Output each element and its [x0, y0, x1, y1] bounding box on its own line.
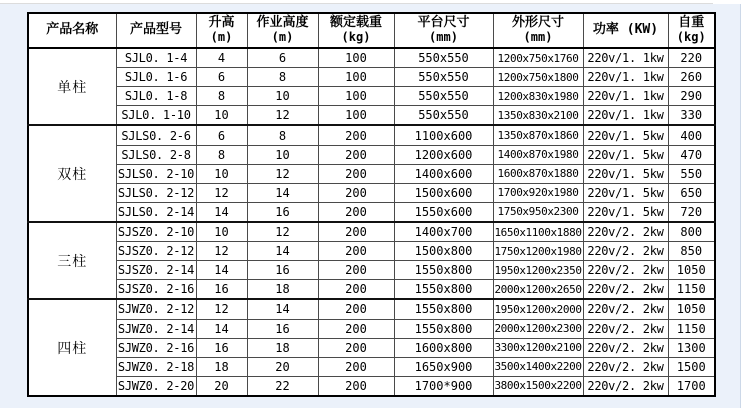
platform-size-cell: 1500x800 [394, 242, 493, 261]
working-height-cell: 16 [247, 202, 318, 222]
platform-size-cell: 1100x600 [394, 125, 493, 145]
header-title: 平台尺寸 [417, 15, 470, 31]
header-unit: (kg) [676, 30, 706, 45]
table-row [28, 125, 715, 145]
model-cell: SJLS0. 2-10 [116, 164, 196, 183]
lift-height-cell: 6 [196, 125, 247, 145]
header-cell-lift-height [196, 13, 247, 48]
lift-height-cell: 18 [196, 357, 247, 376]
table-row [28, 261, 715, 280]
platform-size-cell: 1400x600 [394, 164, 493, 183]
overall-size-cell: 1350x830x2100 [493, 106, 583, 126]
overall-size-cell: 2000x1200x2650 [493, 280, 583, 300]
right-edge-divider [740, 4, 741, 408]
header-row [28, 13, 715, 48]
model-cell: SJWZ0. 2-20 [116, 376, 196, 396]
working-height-cell: 14 [247, 242, 318, 261]
table-row [28, 87, 715, 106]
platform-size-cell: 1500x600 [394, 183, 493, 202]
model-cell: SJL0. 1-4 [116, 48, 196, 68]
platform-size-cell: 550x550 [394, 106, 493, 126]
overall-size-cell: 1700x920x1980 [493, 183, 583, 202]
table-row [28, 68, 715, 87]
lift-height-cell: 10 [196, 222, 247, 242]
working-height-cell: 8 [247, 68, 318, 87]
rated-load-cell: 200 [318, 242, 394, 261]
overall-size-cell: 1650x1100x1880 [493, 222, 583, 242]
platform-size-cell: 1550x800 [394, 280, 493, 300]
overall-size-cell: 3300x1200x2100 [493, 338, 583, 357]
lift-height-cell: 4 [196, 48, 247, 68]
power-cell: 220v/1. 5kw [583, 202, 668, 222]
rated-load-cell: 200 [318, 164, 394, 183]
power-cell: 220v/2. 2kw [583, 261, 668, 280]
rated-load-cell: 200 [318, 338, 394, 357]
group-label-cell: 单柱 [28, 48, 116, 125]
table-row [28, 164, 715, 183]
lift-height-cell: 16 [196, 338, 247, 357]
lift-height-cell: 16 [196, 280, 247, 300]
header-cell-rated-load [318, 13, 394, 48]
power-cell: 220v/1. 5kw [583, 125, 668, 145]
rated-load-cell: 200 [318, 222, 394, 242]
self-weight-cell: 1700 [668, 376, 715, 396]
overall-size-cell: 1750x950x2300 [493, 202, 583, 222]
header-unit: (mm) [429, 30, 458, 45]
lift-height-cell: 10 [196, 106, 247, 126]
self-weight-cell: 400 [668, 125, 715, 145]
model-cell: SJWZ0. 2-16 [116, 338, 196, 357]
header-cell-product-model [116, 13, 196, 48]
power-cell: 220v/2. 2kw [583, 222, 668, 242]
overall-size-cell: 1350x870x1860 [493, 125, 583, 145]
working-height-cell: 16 [247, 261, 318, 280]
table-row [28, 280, 715, 300]
rated-load-cell: 200 [318, 261, 394, 280]
working-height-cell: 10 [247, 87, 318, 106]
header-title: 自重 [678, 15, 705, 31]
lift-height-cell: 8 [196, 145, 247, 164]
model-cell: SJWZ0. 2-12 [116, 299, 196, 319]
self-weight-cell: 470 [668, 145, 715, 164]
platform-size-cell: 1550x800 [394, 299, 493, 319]
lift-height-cell: 14 [196, 261, 247, 280]
model-cell: SJSZ0. 2-16 [116, 280, 196, 300]
power-cell: 220v/1. 5kw [583, 164, 668, 183]
model-cell: SJWZ0. 2-18 [116, 357, 196, 376]
self-weight-cell: 290 [668, 87, 715, 106]
working-height-cell: 6 [247, 48, 318, 68]
working-height-cell: 12 [247, 164, 318, 183]
table-body [28, 48, 715, 396]
rated-load-cell: 100 [318, 106, 394, 126]
table-row [28, 242, 715, 261]
self-weight-cell: 850 [668, 242, 715, 261]
power-cell: 220v/2. 2kw [583, 319, 668, 338]
header-title: 外形尺寸 [511, 15, 564, 31]
header-title: 功率 (KW) [592, 22, 659, 38]
platform-size-cell: 1550x800 [394, 319, 493, 338]
platform-size-cell: 1200x600 [394, 145, 493, 164]
self-weight-cell: 1150 [668, 280, 715, 300]
model-cell: SJLS0. 2-12 [116, 183, 196, 202]
overall-size-cell: 2000x1200x2300 [493, 319, 583, 338]
power-cell: 220v/2. 2kw [583, 376, 668, 396]
rated-load-cell: 200 [318, 145, 394, 164]
power-cell: 220v/2. 2kw [583, 338, 668, 357]
lift-height-cell: 12 [196, 183, 247, 202]
model-cell: SJWZ0. 2-14 [116, 319, 196, 338]
overall-size-cell: 1400x870x1980 [493, 145, 583, 164]
header-cell-self-weight [668, 13, 715, 48]
platform-size-cell: 1600x800 [394, 338, 493, 357]
header-cell-platform-size [394, 13, 493, 48]
lift-height-cell: 14 [196, 319, 247, 338]
table-row [28, 183, 715, 202]
header-title: 产品名称 [46, 22, 99, 38]
table-row [28, 299, 715, 319]
rated-load-cell: 100 [318, 68, 394, 87]
self-weight-cell: 720 [668, 202, 715, 222]
overall-size-cell: 1200x750x1800 [493, 68, 583, 87]
power-cell: 220v/1. 5kw [583, 183, 668, 202]
rated-load-cell: 200 [318, 319, 394, 338]
model-cell: SJL0. 1-6 [116, 68, 196, 87]
table-row [28, 145, 715, 164]
self-weight-cell: 1050 [668, 261, 715, 280]
platform-size-cell: 1700*900 [394, 376, 493, 396]
self-weight-cell: 260 [668, 68, 715, 87]
power-cell: 220v/1. 1kw [583, 68, 668, 87]
lift-height-cell: 10 [196, 164, 247, 183]
model-cell: SJSZ0. 2-14 [116, 261, 196, 280]
table-row [28, 319, 715, 338]
group-label-cell: 双柱 [28, 125, 116, 221]
self-weight-cell: 800 [668, 222, 715, 242]
header-unit: (mm) [523, 30, 553, 45]
working-height-cell: 10 [247, 145, 318, 164]
model-cell: SJLS0. 2-14 [116, 202, 196, 222]
lift-height-cell: 12 [196, 242, 247, 261]
overall-size-cell: 1600x870x1880 [493, 164, 583, 183]
lift-height-cell: 12 [196, 299, 247, 319]
platform-size-cell: 1550x600 [394, 202, 493, 222]
working-height-cell: 8 [247, 125, 318, 145]
self-weight-cell: 650 [668, 183, 715, 202]
group-label-cell: 三柱 [28, 222, 116, 299]
working-height-cell: 18 [247, 338, 318, 357]
rated-load-cell: 200 [318, 299, 394, 319]
overall-size-cell: 1750x1200x1980 [493, 242, 583, 261]
working-height-cell: 14 [247, 183, 318, 202]
group-label-cell: 四柱 [28, 299, 116, 396]
self-weight-cell: 330 [668, 106, 715, 126]
rated-load-cell: 200 [318, 357, 394, 376]
header-unit: (kg) [341, 30, 371, 45]
model-cell: SJLS0. 2-8 [116, 145, 196, 164]
rated-load-cell: 200 [318, 376, 394, 396]
table-row [28, 48, 715, 68]
header-cell-product-name [28, 13, 116, 48]
rated-load-cell: 100 [318, 48, 394, 68]
rated-load-cell: 200 [318, 125, 394, 145]
lift-height-cell: 6 [196, 68, 247, 87]
working-height-cell: 18 [247, 280, 318, 300]
model-cell: SJL0. 1-8 [116, 87, 196, 106]
overall-size-cell: 1200x750x1760 [493, 48, 583, 68]
self-weight-cell: 1050 [668, 299, 715, 319]
self-weight-cell: 220 [668, 48, 715, 68]
power-cell: 220v/1. 5kw [583, 145, 668, 164]
table-row [28, 357, 715, 376]
rated-load-cell: 200 [318, 280, 394, 300]
header-unit: (m) [271, 30, 294, 45]
overall-size-cell: 1200x830x1980 [493, 87, 583, 106]
power-cell: 220v/1. 1kw [583, 48, 668, 68]
lift-height-cell: 14 [196, 202, 247, 222]
platform-size-cell: 550x550 [394, 68, 493, 87]
rated-load-cell: 100 [318, 87, 394, 106]
platform-size-cell: 1400x700 [394, 222, 493, 242]
header-cell-overall-size [493, 13, 583, 48]
model-cell: SJL0. 1-10 [116, 106, 196, 126]
table-row [28, 106, 715, 126]
header-unit: (m) [210, 30, 233, 45]
model-cell: SJSZ0. 2-12 [116, 242, 196, 261]
rated-load-cell: 200 [318, 183, 394, 202]
header-title: 作业高度 [256, 15, 309, 31]
overall-size-cell: 3800x1500x2200 [493, 376, 583, 396]
working-height-cell: 12 [247, 222, 318, 242]
power-cell: 220v/2. 2kw [583, 299, 668, 319]
overall-size-cell: 3500x1400x2200 [493, 357, 583, 376]
lift-height-cell: 20 [196, 376, 247, 396]
header-cell-working-height [247, 13, 318, 48]
self-weight-cell: 1150 [668, 319, 715, 338]
working-height-cell: 14 [247, 299, 318, 319]
header-title: 升高 [208, 15, 235, 31]
product-spec-table [27, 12, 716, 397]
platform-size-cell: 550x550 [394, 87, 493, 106]
power-cell: 220v/2. 2kw [583, 242, 668, 261]
power-cell: 220v/1. 1kw [583, 106, 668, 126]
header-cell-power [583, 13, 668, 48]
model-cell: SJLS0. 2-6 [116, 125, 196, 145]
overall-size-cell: 1950x1200x2000 [493, 299, 583, 319]
header-title: 产品型号 [129, 22, 182, 38]
platform-size-cell: 550x550 [394, 48, 493, 68]
overall-size-cell: 1950x1200x2350 [493, 261, 583, 280]
model-cell: SJSZ0. 2-10 [116, 222, 196, 242]
lift-height-cell: 8 [196, 87, 247, 106]
table-row [28, 338, 715, 357]
working-height-cell: 22 [247, 376, 318, 396]
working-height-cell: 12 [247, 106, 318, 126]
rated-load-cell: 200 [318, 202, 394, 222]
platform-size-cell: 1550x800 [394, 261, 493, 280]
power-cell: 220v/2. 2kw [583, 280, 668, 300]
self-weight-cell: 1500 [668, 357, 715, 376]
table-row [28, 202, 715, 222]
working-height-cell: 20 [247, 357, 318, 376]
working-height-cell: 16 [247, 319, 318, 338]
table-row [28, 376, 715, 396]
table-row [28, 222, 715, 242]
header-title: 额定载重 [329, 15, 382, 31]
power-cell: 220v/2. 2kw [583, 357, 668, 376]
platform-size-cell: 1650x900 [394, 357, 493, 376]
self-weight-cell: 1300 [668, 338, 715, 357]
power-cell: 220v/1. 1kw [583, 87, 668, 106]
self-weight-cell: 550 [668, 164, 715, 183]
